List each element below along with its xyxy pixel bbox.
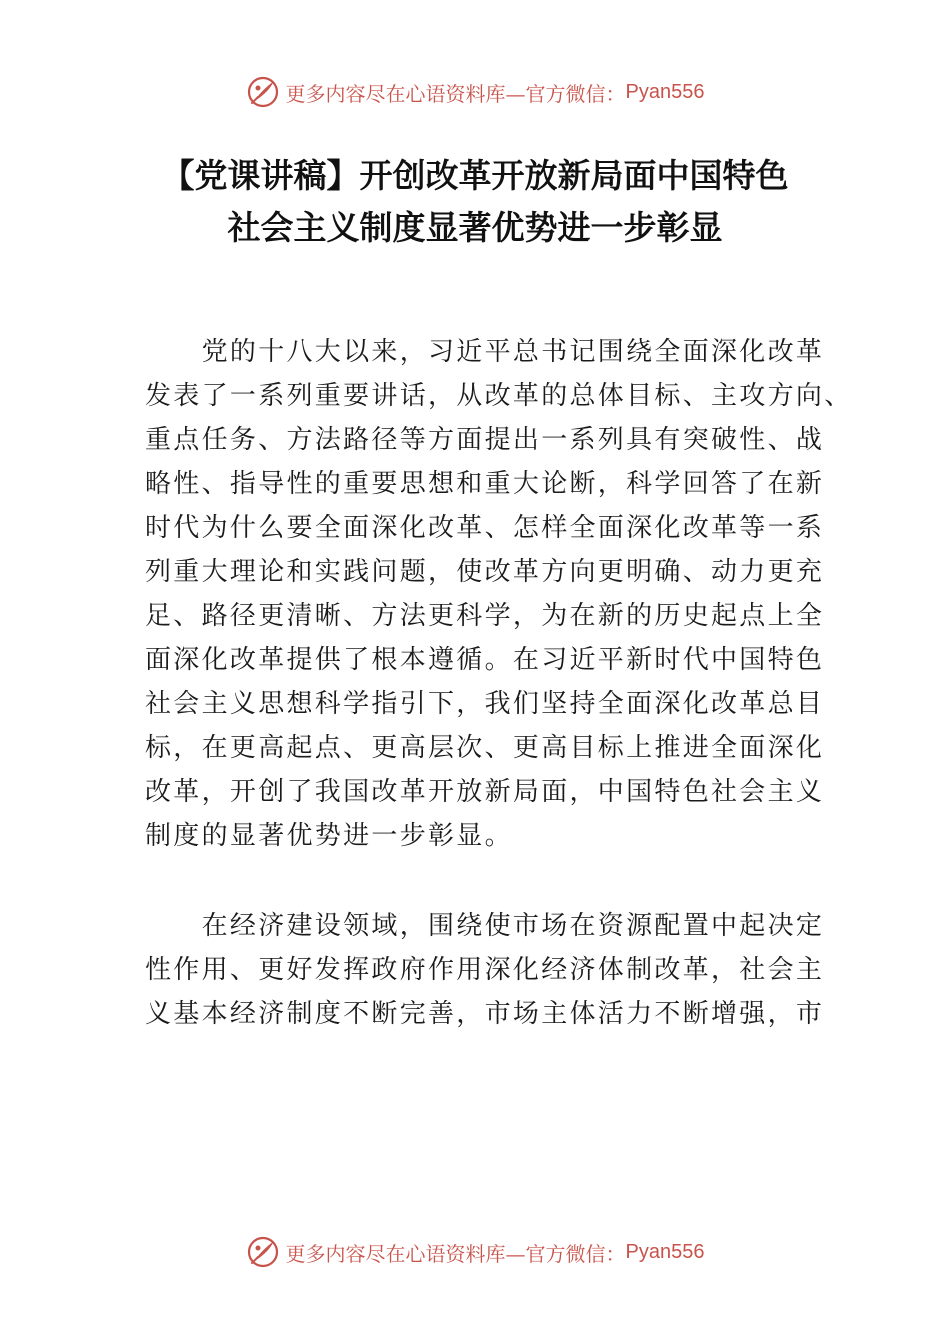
banner-wechat-id: Pyan556 (625, 1240, 705, 1263)
header-banner (0, 72, 950, 112)
paragraph-1 (145, 330, 853, 858)
banner-text: 更多内容尽在心语资料库—官方微信： (285, 81, 626, 106)
paragraph-2 (145, 904, 825, 1036)
paragraph-line: 重点任务、方法路径等方面提出一系列具有突破性、战 (145, 425, 825, 455)
paragraph-line: 党的十八大以来，习近平总书记围绕全面深化改革 (145, 337, 825, 367)
paragraph-line: 发表了一系列重要讲话，从改革的总体目标、主攻方向、 (145, 381, 853, 411)
paragraph-line: 列重大理论和实践问题，使改革方向更明确、动力更充 (145, 557, 825, 587)
document-title (100, 150, 850, 254)
paragraph-line: 时代为什么要全面深化改革、怎样全面深化改革等一系 (145, 513, 825, 543)
paragraph-line: 制度的显著优势进一步彰显。 (145, 821, 513, 851)
quill-pen-logo-icon (246, 75, 280, 109)
paragraph-line: 标，在更高起点、更高层次、更高目标上推进全面深化 (145, 733, 825, 763)
paragraph-line: 略性、指导性的重要思想和重大论断，科学回答了在新 (145, 469, 825, 499)
quill-pen-logo-icon (246, 1235, 280, 1269)
paragraph-line: 足、路径更清晰、方法更科学，为在新的历史起点上全 (145, 601, 825, 631)
footer-banner (0, 1232, 950, 1272)
title-line-1: 【党课讲稿】开创改革开放新局面中国特色 (161, 156, 789, 195)
paragraph-line: 性作用、更好发挥政府作用深化经济体制改革，社会主 (145, 955, 825, 985)
banner-text: 更多内容尽在心语资料库—官方微信： (285, 1241, 626, 1266)
paragraph-line: 面深化改革提供了根本遵循。在习近平新时代中国特色 (145, 645, 825, 675)
paragraph-line: 义基本经济制度不断完善，市场主体活力不断增强，市 (145, 999, 825, 1029)
title-line-2: 社会主义制度显著优势进一步彰显 (227, 208, 723, 247)
paragraph-line: 改革，开创了我国改革开放新局面，中国特色社会主义 (145, 777, 825, 807)
paragraph-line: 在经济建设领域，围绕使市场在资源配置中起决定 (145, 911, 825, 941)
paragraph-line: 社会主义思想科学指引下，我们坚持全面深化改革总目 (145, 689, 825, 719)
banner-wechat-id: Pyan556 (625, 80, 705, 103)
